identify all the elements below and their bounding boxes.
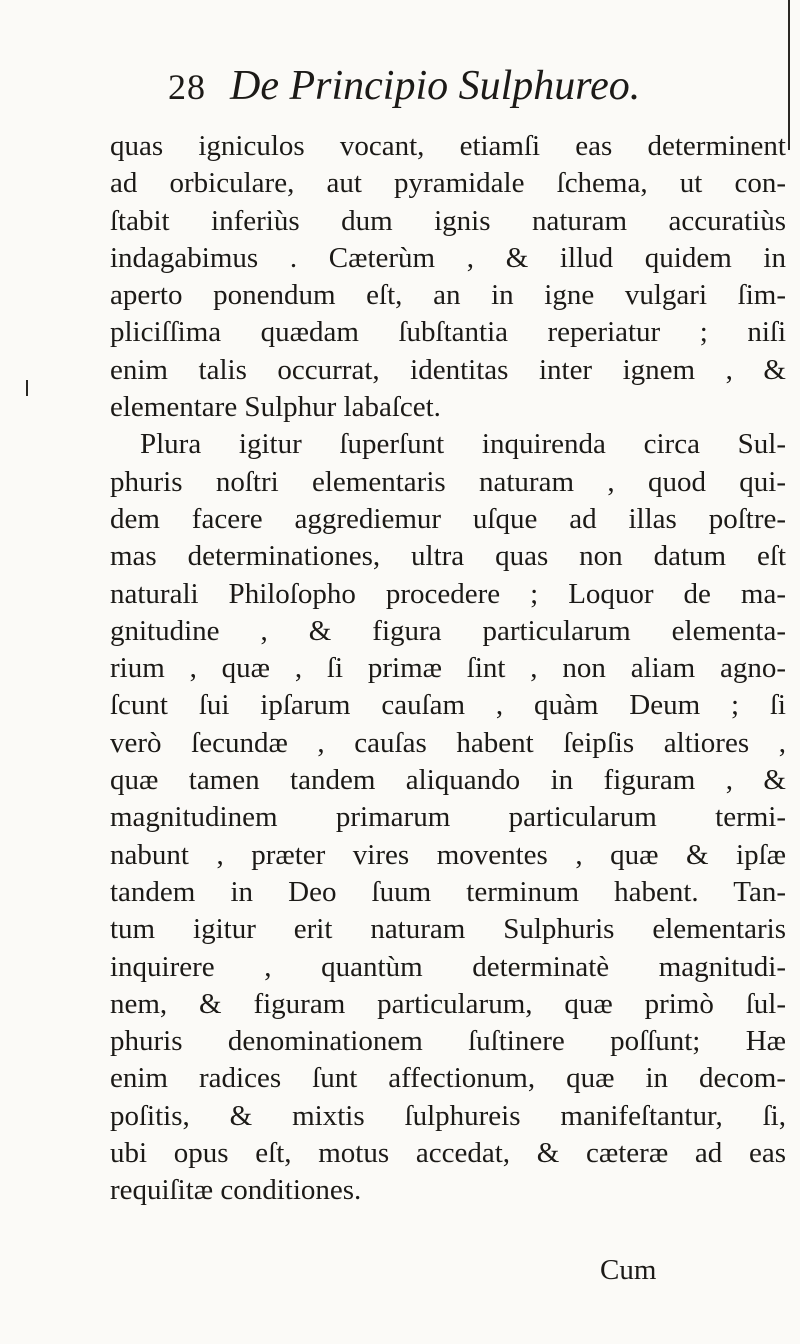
text-line: mas determinationes, ultra quas non datum eſt: [110, 540, 786, 573]
text-line: dem facere aggrediemur uſque ad illas poſtre-: [110, 502, 786, 535]
text-line: gnitudine , & figura particularum elementa-: [110, 614, 786, 647]
catchword: Cum: [600, 1254, 657, 1286]
text-line: ſtabit inferiùs dum ignis naturam accuratiùs: [110, 204, 786, 237]
text-line: enim radices ſunt affectionum, quæ in decom-: [110, 1062, 786, 1095]
text-line: pliciſſima quædam ſubſtantia reperiatur ; niſi: [110, 316, 786, 349]
text-line: aperto ponendum eſt, an in igne vulgari ſim-: [110, 279, 786, 312]
running-title: De Principio Sulphureo.: [230, 63, 641, 109]
text-line: poſitis, & mixtis ſulphureis manifeſtantur, ſi,: [110, 1099, 786, 1132]
text-line: indagabimus . Cæterùm , & illud quidem in: [110, 241, 786, 274]
page-header: [168, 62, 640, 112]
page-edge-rule: [788, 0, 790, 150]
text-line: verò ſecundæ , cauſas habent ſeipſis altiores ,: [110, 726, 786, 759]
text-line: phuris noſtri elementaris naturam , quod qui-: [110, 465, 786, 498]
text-line: ad orbiculare, aut pyramidale ſchema, ut con-: [110, 167, 786, 200]
paragraph-end-line: requiſitæ conditiones.: [110, 1174, 362, 1207]
text-line: enim talis occurrat, identitas inter ignem , &: [110, 353, 786, 386]
margin-mark: [26, 380, 28, 396]
body-text: [110, 128, 786, 1210]
page-number: 28: [168, 67, 206, 107]
text-line: tandem in Deo ſuum terminum habent. Tan-: [110, 875, 786, 908]
paragraph-start-line: Plura igitur ſuperſunt inquirenda circa Sul-: [140, 428, 786, 461]
text-line: quæ tamen tandem aliquando in figuram , &: [110, 764, 786, 797]
text-line: phuris denominationem ſuſtinere poſſunt; Hæ: [110, 1025, 786, 1058]
text-line: rium , quæ , ſi primæ ſint , non aliam agno-: [110, 652, 786, 685]
text-line: magnitudinem primarum particularum termi-: [110, 801, 786, 834]
text-line: naturali Philoſopho procedere ; Loquor de ma-: [110, 577, 786, 610]
text-line: inquirere , quantùm determinatè magnitudi-: [110, 950, 786, 983]
text-line: ubi opus eſt, motus accedat, & cæteræ ad eas: [110, 1137, 786, 1170]
text-line: quas igniculos vocant, etiamſi eas determinent: [110, 130, 786, 162]
text-line: tum igitur erit naturam Sulphuris elementaris: [110, 913, 786, 946]
text-line: ſcunt ſui ipſarum cauſam , quàm Deum ; ſi: [110, 689, 786, 722]
text-line: nem, & figuram particularum, quæ primò ſul-: [110, 987, 786, 1020]
text-line: nabunt , præter vires moventes , quæ & ipſæ: [110, 838, 786, 871]
paragraph-end-line: elementare Sulphur labaſcet.: [110, 391, 441, 424]
